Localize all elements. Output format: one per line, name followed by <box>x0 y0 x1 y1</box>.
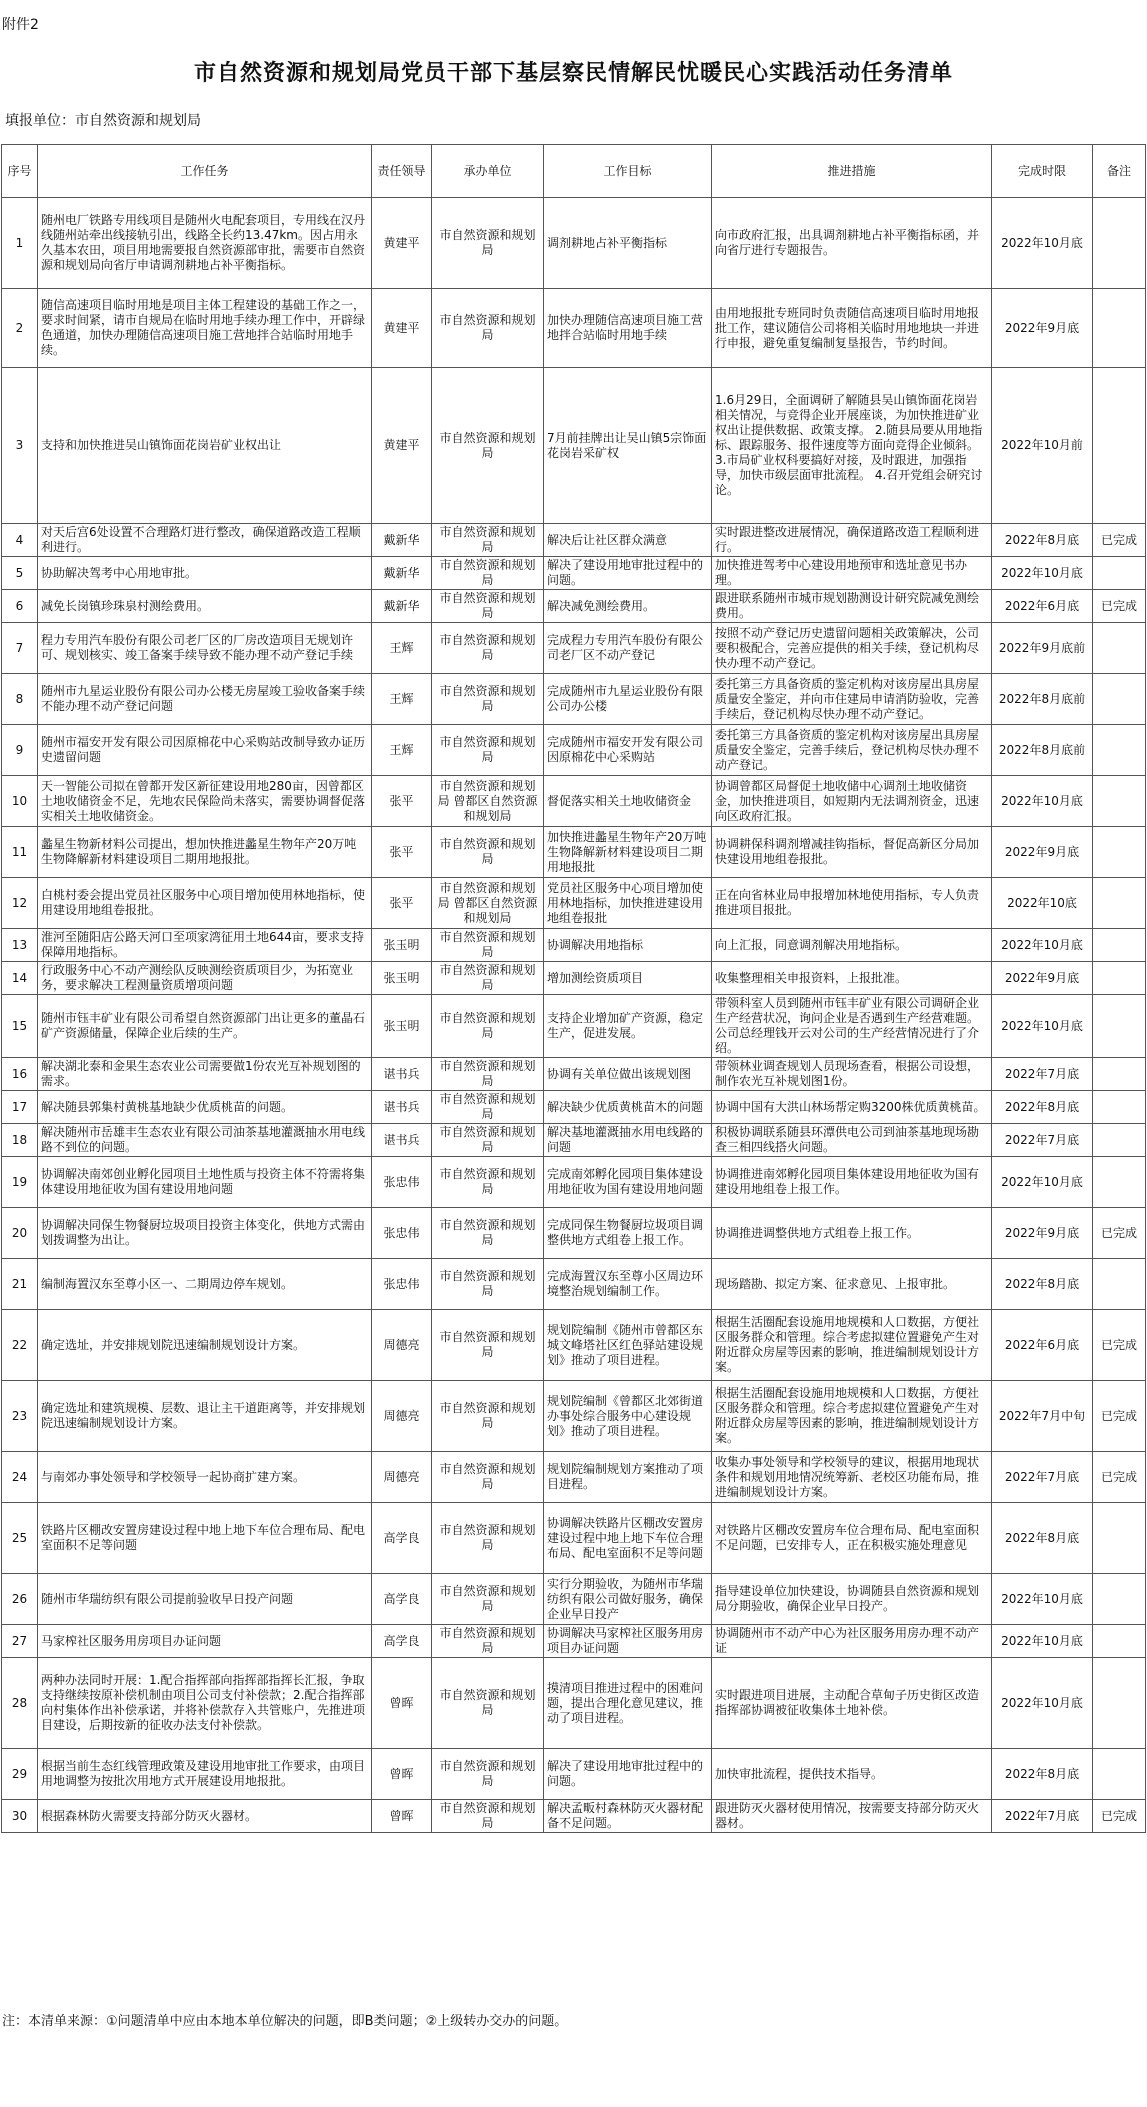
cell-remark <box>1093 557 1146 590</box>
reporting-unit: 填报单位：市自然资源和规划局 <box>5 113 201 129</box>
cell-measure: 向上汇报，同意调剂解决用地指标。 <box>712 929 992 962</box>
cell-goal: 协调解决铁路片区棚改安置房建设过程中地上地下车位合理布局、配电室面积不足等问题 <box>544 1503 712 1574</box>
cell-no: 20 <box>2 1208 38 1259</box>
cell-org: 市自然资源和规划局 <box>432 1658 544 1749</box>
header-org: 承办单位 <box>432 145 544 198</box>
cell-measure: 协调推进南郊孵化园项目集体建设用地征收为国有建设用地组卷上报工作。 <box>712 1157 992 1208</box>
cell-org: 市自然资源和规划局 <box>432 623 544 674</box>
cell-leader: 王辉 <box>372 674 432 725</box>
cell-goal: 解决后让社区群众满意 <box>544 524 712 557</box>
cell-deadline: 2022年7月中旬 <box>992 1381 1093 1452</box>
cell-org: 市自然资源和规划局 <box>432 198 544 289</box>
table-row <box>2 198 1146 289</box>
table-row <box>2 995 1146 1058</box>
cell-deadline: 2022年10月底 <box>992 198 1093 289</box>
cell-task: 确定选址，并安排规划院迅速编制规划设计方案。 <box>38 1310 372 1381</box>
cell-task: 解决随州市岳雄丰生态农业有限公司油茶基地灌溉抽水用电线路不到位的问题。 <box>38 1124 372 1157</box>
cell-remark <box>1093 776 1146 827</box>
cell-task: 协调解决同保生物餐厨垃圾项目投资主体变化，供地方式需由划拨调整为出让。 <box>38 1208 372 1259</box>
cell-goal: 加快办理随信高速项目施工营地拌合站临时用地手续 <box>544 289 712 368</box>
cell-deadline: 2022年10底 <box>992 878 1093 929</box>
cell-measure: 带领林业调查规划人员现场查看，根据公司设想，制作农光互补规划图1份。 <box>712 1058 992 1091</box>
cell-measure: 现场踏勘、拟定方案、征求意见、上报审批。 <box>712 1259 992 1310</box>
cell-leader: 张平 <box>372 776 432 827</box>
cell-no: 1 <box>2 198 38 289</box>
cell-remark <box>1093 1749 1146 1800</box>
cell-leader: 曾晖 <box>372 1749 432 1800</box>
cell-deadline: 2022年8月底 <box>992 1503 1093 1574</box>
cell-deadline: 2022年10月前 <box>992 368 1093 524</box>
cell-deadline: 2022年9月底 <box>992 1208 1093 1259</box>
table-row <box>2 1058 1146 1091</box>
cell-remark <box>1093 623 1146 674</box>
cell-org: 市自然资源和规划局 <box>432 1259 544 1310</box>
cell-leader: 曾晖 <box>372 1658 432 1749</box>
cell-no: 15 <box>2 995 38 1058</box>
cell-org: 市自然资源和规划局 <box>432 1058 544 1091</box>
header-no: 序号 <box>2 145 38 198</box>
cell-task: 支持和加快推进吴山镇饰面花岗岩矿业权出让 <box>38 368 372 524</box>
cell-goal: 规划院编制《随州市曾都区东城文峰塔社区红色驿站建设规划》推动了项目进程。 <box>544 1310 712 1381</box>
cell-leader: 戴新华 <box>372 557 432 590</box>
cell-no: 24 <box>2 1452 38 1503</box>
cell-measure: 协调耕保科调剂增减挂钩指标，督促高新区分局加快建设用地组卷报批。 <box>712 827 992 878</box>
cell-org: 市自然资源和规划局 <box>432 674 544 725</box>
table-row <box>2 1800 1146 1833</box>
cell-org: 市自然资源和规划局 <box>432 1452 544 1503</box>
cell-no: 3 <box>2 368 38 524</box>
cell-remark <box>1093 929 1146 962</box>
cell-no: 17 <box>2 1091 38 1124</box>
cell-goal: 解决了建设用地审批过程中的问题。 <box>544 1749 712 1800</box>
cell-no: 2 <box>2 289 38 368</box>
cell-measure: 1.6月29日，全面调研了解随县吴山镇饰面花岗岩相关情况，与竞得企业开展座谈，为加快推进矿业权出让提供数据、政策支撑。 2.随县局要从用地指标、跟踪服务、报件速度等方面向竞得企业倾斜。 3.市局矿业权科要搞好对接，及时跟进，加强指导，加快市级层面审批流程。 4.召开党组会研究讨论。 <box>712 368 992 524</box>
cell-remark <box>1093 1625 1146 1658</box>
cell-task: 根据当前生态红线管理政策及建设用地审批工作要求，由项目用地调整为按批次用地方式开展建设用地报批。 <box>38 1749 372 1800</box>
cell-measure: 积极协调联系随县环潭供电公司到油茶基地现场勘查三相四线搭火问题。 <box>712 1124 992 1157</box>
cell-task: 编制海置汉东至尊小区一、二期周边停车规划。 <box>38 1259 372 1310</box>
cell-task: 随州市九星运业股份有限公司办公楼无房屋竣工验收备案手续不能办理不动产登记问题 <box>38 674 372 725</box>
cell-org: 市自然资源和规划局 <box>432 725 544 776</box>
cell-task: 马家榨社区服务用房项目办证问题 <box>38 1625 372 1658</box>
cell-org: 市自然资源和规划局 <box>432 1208 544 1259</box>
cell-no: 30 <box>2 1800 38 1833</box>
table-row <box>2 1259 1146 1310</box>
cell-org: 市自然资源和规划局 曾都区自然资源和规划局 <box>432 776 544 827</box>
cell-org: 市自然资源和规划局 <box>432 1749 544 1800</box>
cell-goal: 解决减免测绘费用。 <box>544 590 712 623</box>
cell-task: 行政服务中心不动产测绘队反映测绘资质项目少，为拓宽业务，要求解决工程测量资质增项问题 <box>38 962 372 995</box>
cell-goal: 完成南郊孵化园项目集体建设用地征收为国有建设用地问题 <box>544 1157 712 1208</box>
cell-leader: 曾晖 <box>372 1800 432 1833</box>
cell-no: 23 <box>2 1381 38 1452</box>
table-row <box>2 524 1146 557</box>
cell-org: 市自然资源和规划局 <box>432 368 544 524</box>
cell-org: 市自然资源和规划局 <box>432 289 544 368</box>
table-row <box>2 1091 1146 1124</box>
table-row <box>2 1208 1146 1259</box>
cell-org: 市自然资源和规划局 <box>432 1157 544 1208</box>
cell-remark <box>1093 1157 1146 1208</box>
cell-task: 根据森林防火需要支持部分防灭火器材。 <box>38 1800 372 1833</box>
cell-measure: 收集整理相关申报资料，上报批准。 <box>712 962 992 995</box>
cell-leader: 戴新华 <box>372 524 432 557</box>
cell-remark: 已完成 <box>1093 524 1146 557</box>
cell-measure: 实时跟进整改进展情况，确保道路改造工程顺利进行。 <box>712 524 992 557</box>
cell-leader: 高学良 <box>372 1503 432 1574</box>
cell-measure: 正在向省林业局申报增加林地使用指标，专人负责推进项目报批。 <box>712 878 992 929</box>
cell-remark <box>1093 1503 1146 1574</box>
cell-remark: 已完成 <box>1093 590 1146 623</box>
cell-measure: 根据生活圈配套设施用地规模和人口数据，方便社区服务群众和管理。综合考虑拟建位置避免产生对附近群众房屋等因素的影响，推进编制规划设计方案。 <box>712 1310 992 1381</box>
cell-no: 21 <box>2 1259 38 1310</box>
cell-no: 4 <box>2 524 38 557</box>
cell-deadline: 2022年10月底 <box>992 557 1093 590</box>
header-leader: 责任领导 <box>372 145 432 198</box>
cell-no: 27 <box>2 1625 38 1658</box>
cell-leader: 张玉明 <box>372 995 432 1058</box>
cell-deadline: 2022年6月底 <box>992 1310 1093 1381</box>
cell-leader: 高学良 <box>372 1574 432 1625</box>
attachment-label: 附件2 <box>2 17 39 33</box>
table-header-row <box>2 145 1146 198</box>
cell-leader: 张忠伟 <box>372 1157 432 1208</box>
cell-deadline: 2022年10月底 <box>992 776 1093 827</box>
table-row <box>2 878 1146 929</box>
cell-leader: 王辉 <box>372 725 432 776</box>
table-row <box>2 827 1146 878</box>
table-row <box>2 929 1146 962</box>
cell-deadline: 2022年10月底 <box>992 1574 1093 1625</box>
cell-remark: 已完成 <box>1093 1310 1146 1381</box>
cell-remark: 已完成 <box>1093 1452 1146 1503</box>
cell-leader: 谌书兵 <box>372 1124 432 1157</box>
header-deadline: 完成时限 <box>992 145 1093 198</box>
cell-org: 市自然资源和规划局 <box>432 1503 544 1574</box>
cell-task: 减免长岗镇珍珠泉村测绘费用。 <box>38 590 372 623</box>
cell-goal: 解决缺少优质黄桃苗木的问题 <box>544 1091 712 1124</box>
cell-task: 程力专用汽车股份有限公司老厂区的厂房改造项目无规划许可、规划核实、竣工备案手续导致不能办理不动产登记手续 <box>38 623 372 674</box>
cell-remark <box>1093 827 1146 878</box>
cell-task: 随州市福安开发有限公司因原棉花中心采购站改制导致办证历史遗留问题 <box>38 725 372 776</box>
cell-remark: 已完成 <box>1093 1381 1146 1452</box>
cell-remark: 已完成 <box>1093 1800 1146 1833</box>
cell-goal: 党员社区服务中心项目增加使用林地指标，加快推进建设用地组卷报批 <box>544 878 712 929</box>
cell-leader: 谌书兵 <box>372 1058 432 1091</box>
cell-remark <box>1093 674 1146 725</box>
cell-measure: 协调中国有大洪山林场帮定购3200株优质黄桃苗。 <box>712 1091 992 1124</box>
cell-no: 10 <box>2 776 38 827</box>
cell-goal: 协调解决马家榨社区服务用房项目办证问题 <box>544 1625 712 1658</box>
cell-org: 市自然资源和规划局 <box>432 1800 544 1833</box>
cell-goal: 解决了建设用地审批过程中的问题。 <box>544 557 712 590</box>
cell-task: 与南郊办事处领导和学校领导一起协商扩建方案。 <box>38 1452 372 1503</box>
task-table <box>1 144 1146 1833</box>
cell-no: 12 <box>2 878 38 929</box>
table-row <box>2 674 1146 725</box>
cell-goal: 7月前挂牌出让吴山镇5宗饰面花岗岩采矿权 <box>544 368 712 524</box>
cell-deadline: 2022年8月底 <box>992 1091 1093 1124</box>
cell-task: 随信高速项目临时用地是项目主体工程建设的基础工作之一，要求时间紧，请市自规局在临时用地手续办理工作中，开辟绿色通道，加快办理随信高速项目施工营地拌合站临时用地手续。 <box>38 289 372 368</box>
cell-measure: 带领科室人员到随州市钰丰矿业有限公司调研企业生产经营状况，询问企业是否遇到生产经营难题。公司总经理钱开云对公司的生产经营情况进行了介绍。 <box>712 995 992 1058</box>
cell-remark <box>1093 1091 1146 1124</box>
table-row <box>2 1574 1146 1625</box>
cell-leader: 张忠伟 <box>372 1259 432 1310</box>
cell-deadline: 2022年9月底 <box>992 827 1093 878</box>
cell-no: 25 <box>2 1503 38 1574</box>
cell-leader: 张玉明 <box>372 929 432 962</box>
cell-org: 市自然资源和规划局 <box>432 929 544 962</box>
cell-leader: 张平 <box>372 878 432 929</box>
table-row <box>2 368 1146 524</box>
cell-measure: 协调推进调整供地方式组卷上报工作。 <box>712 1208 992 1259</box>
cell-org: 市自然资源和规划局 <box>432 1091 544 1124</box>
cell-measure: 协调曾都区局督促土地收储中心调剂土地收储资金，加快推进项目，如短期内无法调剂资金，迅速向区政府汇报。 <box>712 776 992 827</box>
cell-goal: 完成同保生物餐厨垃圾项目调整供地方式组卷上报工作。 <box>544 1208 712 1259</box>
cell-measure: 跟进防灭火器材使用情况，按需要支持部分防灭火器材。 <box>712 1800 992 1833</box>
cell-org: 市自然资源和规划局 <box>432 1574 544 1625</box>
cell-deadline: 2022年10月底 <box>992 1625 1093 1658</box>
cell-no: 26 <box>2 1574 38 1625</box>
table-row <box>2 1157 1146 1208</box>
cell-goal: 实行分期验收，为随州市华瑞纺织有限公司做好服务，确保企业早日投产 <box>544 1574 712 1625</box>
cell-deadline: 2022年9月底 <box>992 962 1093 995</box>
cell-goal: 完成程力专用汽车股份有限公司老厂区不动产登记 <box>544 623 712 674</box>
table-row <box>2 1749 1146 1800</box>
cell-no: 5 <box>2 557 38 590</box>
cell-task: 确定选址和建筑规模、层数、退让主干道距离等，并安排规划院迅速编制规划设计方案。 <box>38 1381 372 1452</box>
cell-measure: 加快审批流程，提供技术指导。 <box>712 1749 992 1800</box>
cell-remark: 已完成 <box>1093 1208 1146 1259</box>
cell-org: 市自然资源和规划局 曾都区自然资源和规划局 <box>432 878 544 929</box>
table-row <box>2 590 1146 623</box>
cell-org: 市自然资源和规划局 <box>432 557 544 590</box>
cell-leader: 黄建平 <box>372 368 432 524</box>
cell-goal: 督促落实相关土地收储资金 <box>544 776 712 827</box>
cell-goal: 解决孟畈村森林防灭火器材配备不足问题。 <box>544 1800 712 1833</box>
cell-goal: 增加测绘资质项目 <box>544 962 712 995</box>
cell-org: 市自然资源和规划局 <box>432 1625 544 1658</box>
cell-org: 市自然资源和规划局 <box>432 962 544 995</box>
cell-remark <box>1093 878 1146 929</box>
cell-org: 市自然资源和规划局 <box>432 1124 544 1157</box>
cell-task: 随州市华瑞纺织有限公司提前验收早日投产问题 <box>38 1574 372 1625</box>
cell-goal: 规划院编制规划方案推动了项目进程。 <box>544 1452 712 1503</box>
cell-remark <box>1093 995 1146 1058</box>
cell-measure: 委托第三方具备资质的鉴定机构对该房屋出具房屋质量安全鉴定，完善手续后，登记机构尽快办理不动产登记。 <box>712 725 992 776</box>
cell-deadline: 2022年8月底 <box>992 1259 1093 1310</box>
cell-measure: 实时跟进项目进展，主动配合草甸子历史街区改造指挥部协调被征收集体土地补偿。 <box>712 1658 992 1749</box>
cell-goal: 加快推进蠡星生物年产20万吨生物降解新材料建设项目二期用地报批 <box>544 827 712 878</box>
cell-remark <box>1093 1058 1146 1091</box>
cell-deadline: 2022年10月底 <box>992 929 1093 962</box>
cell-measure: 跟进联系随州市城市规划勘测设计研究院减免测绘费用。 <box>712 590 992 623</box>
cell-leader: 周德亮 <box>372 1452 432 1503</box>
table-row <box>2 1381 1146 1452</box>
cell-task: 白桃村委会提出党员社区服务中心项目增加使用林地指标，使用建设用地组卷报批。 <box>38 878 372 929</box>
table-row <box>2 1310 1146 1381</box>
cell-remark <box>1093 962 1146 995</box>
cell-measure: 加快推进驾考中心建设用地预审和选址意见书办理。 <box>712 557 992 590</box>
cell-deadline: 2022年8月底 <box>992 1749 1093 1800</box>
cell-goal: 摸清项目推进过程中的困难问题，提出合理化意见建议，推动了项目进程。 <box>544 1658 712 1749</box>
header-task: 工作任务 <box>38 145 372 198</box>
cell-remark <box>1093 1259 1146 1310</box>
cell-task: 对天后宫6处设置不合理路灯进行整改，确保道路改造工程顺利进行。 <box>38 524 372 557</box>
cell-no: 18 <box>2 1124 38 1157</box>
cell-task: 两种办法同时开展：1.配合指挥部向指挥部指挥长汇报，争取支持继续按原补偿机制由项目公司支付补偿款；2.配合指挥部向村集体作出补偿承诺，并将补偿款存入共管账户，先推进项目建设，后期按新的征收办法支付补偿款。 <box>38 1658 372 1749</box>
table-row <box>2 557 1146 590</box>
cell-deadline: 2022年8月底前 <box>992 725 1093 776</box>
cell-no: 8 <box>2 674 38 725</box>
cell-measure: 收集办事处领导和学校领导的建议，根据用地现状条件和规划用地情况统筹新、老校区功能布局，推进编制规划设计方案。 <box>712 1452 992 1503</box>
table-row <box>2 1658 1146 1749</box>
cell-no: 28 <box>2 1658 38 1749</box>
cell-task: 协助解决驾考中心用地审批。 <box>38 557 372 590</box>
cell-measure: 委托第三方具备资质的鉴定机构对该房屋出具房屋质量安全鉴定，并向市住建局申请消防验收，完善手续后，登记机构尽快办理不动产登记。 <box>712 674 992 725</box>
cell-leader: 张平 <box>372 827 432 878</box>
cell-goal: 调剂耕地占补平衡指标 <box>544 198 712 289</box>
table-row <box>2 289 1146 368</box>
cell-deadline: 2022年9月底前 <box>992 623 1093 674</box>
cell-goal: 支持企业增加矿产资源，稳定生产，促进发展。 <box>544 995 712 1058</box>
cell-deadline: 2022年7月底 <box>992 1124 1093 1157</box>
cell-no: 13 <box>2 929 38 962</box>
header-remark: 备注 <box>1093 145 1146 198</box>
table-row <box>2 1452 1146 1503</box>
cell-task: 淮河至随阳店公路天河口至项家湾征用土地644亩，要求支持保障用地指标。 <box>38 929 372 962</box>
cell-remark <box>1093 1574 1146 1625</box>
table-row <box>2 776 1146 827</box>
cell-remark <box>1093 368 1146 524</box>
cell-org: 市自然资源和规划局 <box>432 590 544 623</box>
cell-org: 市自然资源和规划局 <box>432 995 544 1058</box>
cell-measure: 向市政府汇报，出具调剂耕地占补平衡指标函，并向省厅进行专题报告。 <box>712 198 992 289</box>
cell-goal: 完成随州市福安开发有限公司因原棉花中心采购站 <box>544 725 712 776</box>
cell-deadline: 2022年10月底 <box>992 1157 1093 1208</box>
cell-task: 铁路片区棚改安置房建设过程中地上地下车位合理布局、配电室面积不足等问题 <box>38 1503 372 1574</box>
cell-leader: 戴新华 <box>372 590 432 623</box>
cell-org: 市自然资源和规划局 <box>432 1381 544 1452</box>
cell-remark <box>1093 289 1146 368</box>
table-row <box>2 1625 1146 1658</box>
cell-leader: 周德亮 <box>372 1310 432 1381</box>
cell-no: 7 <box>2 623 38 674</box>
page-title: 市自然资源和规划局党员干部下基层察民情解民忧暖民心实践活动任务清单 <box>193 61 953 86</box>
cell-task: 蠡星生物新材料公司提出，想加快推进蠡星生物年产20万吨生物降解新材料建设项目二期用地报批。 <box>38 827 372 878</box>
cell-task: 解决湖北泰和金果生态农业公司需要做1份农光互补规划图的需求。 <box>38 1058 372 1091</box>
cell-goal: 完成随州市九星运业股份有限公司办公楼 <box>544 674 712 725</box>
table-row <box>2 725 1146 776</box>
cell-leader: 王辉 <box>372 623 432 674</box>
cell-measure: 由用地报批专班同时负责随信高速项目临时用地报批工作，建议随信公司将相关临时用地地块一并进行申报，避免重复编制复垦报告，节约时间。 <box>712 289 992 368</box>
cell-leader: 黄建平 <box>372 198 432 289</box>
cell-leader: 张玉明 <box>372 962 432 995</box>
table-row <box>2 1124 1146 1157</box>
table-row <box>2 1503 1146 1574</box>
cell-measure: 协调随州市不动产中心为社区服务用房办理不动产证 <box>712 1625 992 1658</box>
table-row <box>2 623 1146 674</box>
cell-leader: 周德亮 <box>372 1381 432 1452</box>
cell-measure: 根据生活圈配套设施用地规模和人口数据，方便社区服务群众和管理。综合考虑拟建位置避免产生对附近群众房屋等因素的影响，推进编制规划设计方案。 <box>712 1381 992 1452</box>
cell-measure: 按照不动产登记历史遗留问题相关政策解决，公司要积极配合，完善应提供的相关手续，登记机构尽快办理不动产登记。 <box>712 623 992 674</box>
cell-leader: 黄建平 <box>372 289 432 368</box>
cell-no: 19 <box>2 1157 38 1208</box>
cell-deadline: 2022年6月底 <box>992 590 1093 623</box>
cell-goal: 完成海置汉东至尊小区周边环境整治规划编制工作。 <box>544 1259 712 1310</box>
cell-org: 市自然资源和规划局 <box>432 524 544 557</box>
cell-goal: 规划院编制《曾都区北郊街道办事处综合服务中心建设规划》推动了项目进程。 <box>544 1381 712 1452</box>
cell-org: 市自然资源和规划局 <box>432 1310 544 1381</box>
cell-remark <box>1093 198 1146 289</box>
cell-deadline: 2022年7月底 <box>992 1058 1093 1091</box>
cell-goal: 协调解决用地指标 <box>544 929 712 962</box>
cell-measure: 对铁路片区棚改安置房车位合理布局、配电室面积不足问题，已安排专人，正在积极实施处理意见 <box>712 1503 992 1574</box>
cell-no: 14 <box>2 962 38 995</box>
cell-leader: 高学良 <box>372 1625 432 1658</box>
cell-deadline: 2022年7月底 <box>992 1452 1093 1503</box>
cell-deadline: 2022年10月底 <box>992 1658 1093 1749</box>
cell-task: 随州电厂铁路专用线项目是随州火电配套项目，专用线在汉丹线随州站牵出线接轨引出，线路全长约13.47km。因占用永久基本农田，项目用地需要报自然资源部审批，需要市自然资源和规划局向省厅申请调剂耕地占补平衡指标。 <box>38 198 372 289</box>
cell-leader: 张忠伟 <box>372 1208 432 1259</box>
cell-deadline: 2022年9月底 <box>992 289 1093 368</box>
cell-task: 解决随县郭集村黄桃基地缺少优质桃苗的问题。 <box>38 1091 372 1124</box>
cell-leader: 谌书兵 <box>372 1091 432 1124</box>
cell-goal: 解决基地灌溉抽水用电线路的问题 <box>544 1124 712 1157</box>
footnote: 注：本清单来源：①问题清单中应由本地本单位解决的问题，即B类问题；②上级转办交办的问题。 <box>2 2014 568 2029</box>
cell-remark <box>1093 1658 1146 1749</box>
cell-goal: 协调有关单位做出该规划图 <box>544 1058 712 1091</box>
cell-measure: 指导建设单位加快建设，协调随县自然资源和规划局分期验收，确保企业早日投产。 <box>712 1574 992 1625</box>
cell-task: 天一智能公司拟在曾都开发区新征建设用地280亩，因曾都区土地收储资金不足，先地农民保险尚未落实，需要协调督促落实相关土地收储资金。 <box>38 776 372 827</box>
cell-remark <box>1093 725 1146 776</box>
cell-org: 市自然资源和规划局 <box>432 827 544 878</box>
cell-no: 6 <box>2 590 38 623</box>
cell-no: 11 <box>2 827 38 878</box>
table-row <box>2 962 1146 995</box>
cell-no: 22 <box>2 1310 38 1381</box>
cell-no: 16 <box>2 1058 38 1091</box>
cell-deadline: 2022年8月底 <box>992 524 1093 557</box>
cell-deadline: 2022年8月底前 <box>992 674 1093 725</box>
cell-deadline: 2022年10月底 <box>992 995 1093 1058</box>
cell-remark <box>1093 1124 1146 1157</box>
header-measure: 推进措施 <box>712 145 992 198</box>
header-goal: 工作目标 <box>544 145 712 198</box>
cell-task: 随州市钰丰矿业有限公司希望自然资源部门出让更多的董晶石矿产资源储量，保障企业后续的生产。 <box>38 995 372 1058</box>
cell-no: 29 <box>2 1749 38 1800</box>
cell-no: 9 <box>2 725 38 776</box>
cell-task: 协调解决南郊创业孵化园项目土地性质与投资主体不符需将集体建设用地征收为国有建设用地问题 <box>38 1157 372 1208</box>
cell-deadline: 2022年7月底 <box>992 1800 1093 1833</box>
